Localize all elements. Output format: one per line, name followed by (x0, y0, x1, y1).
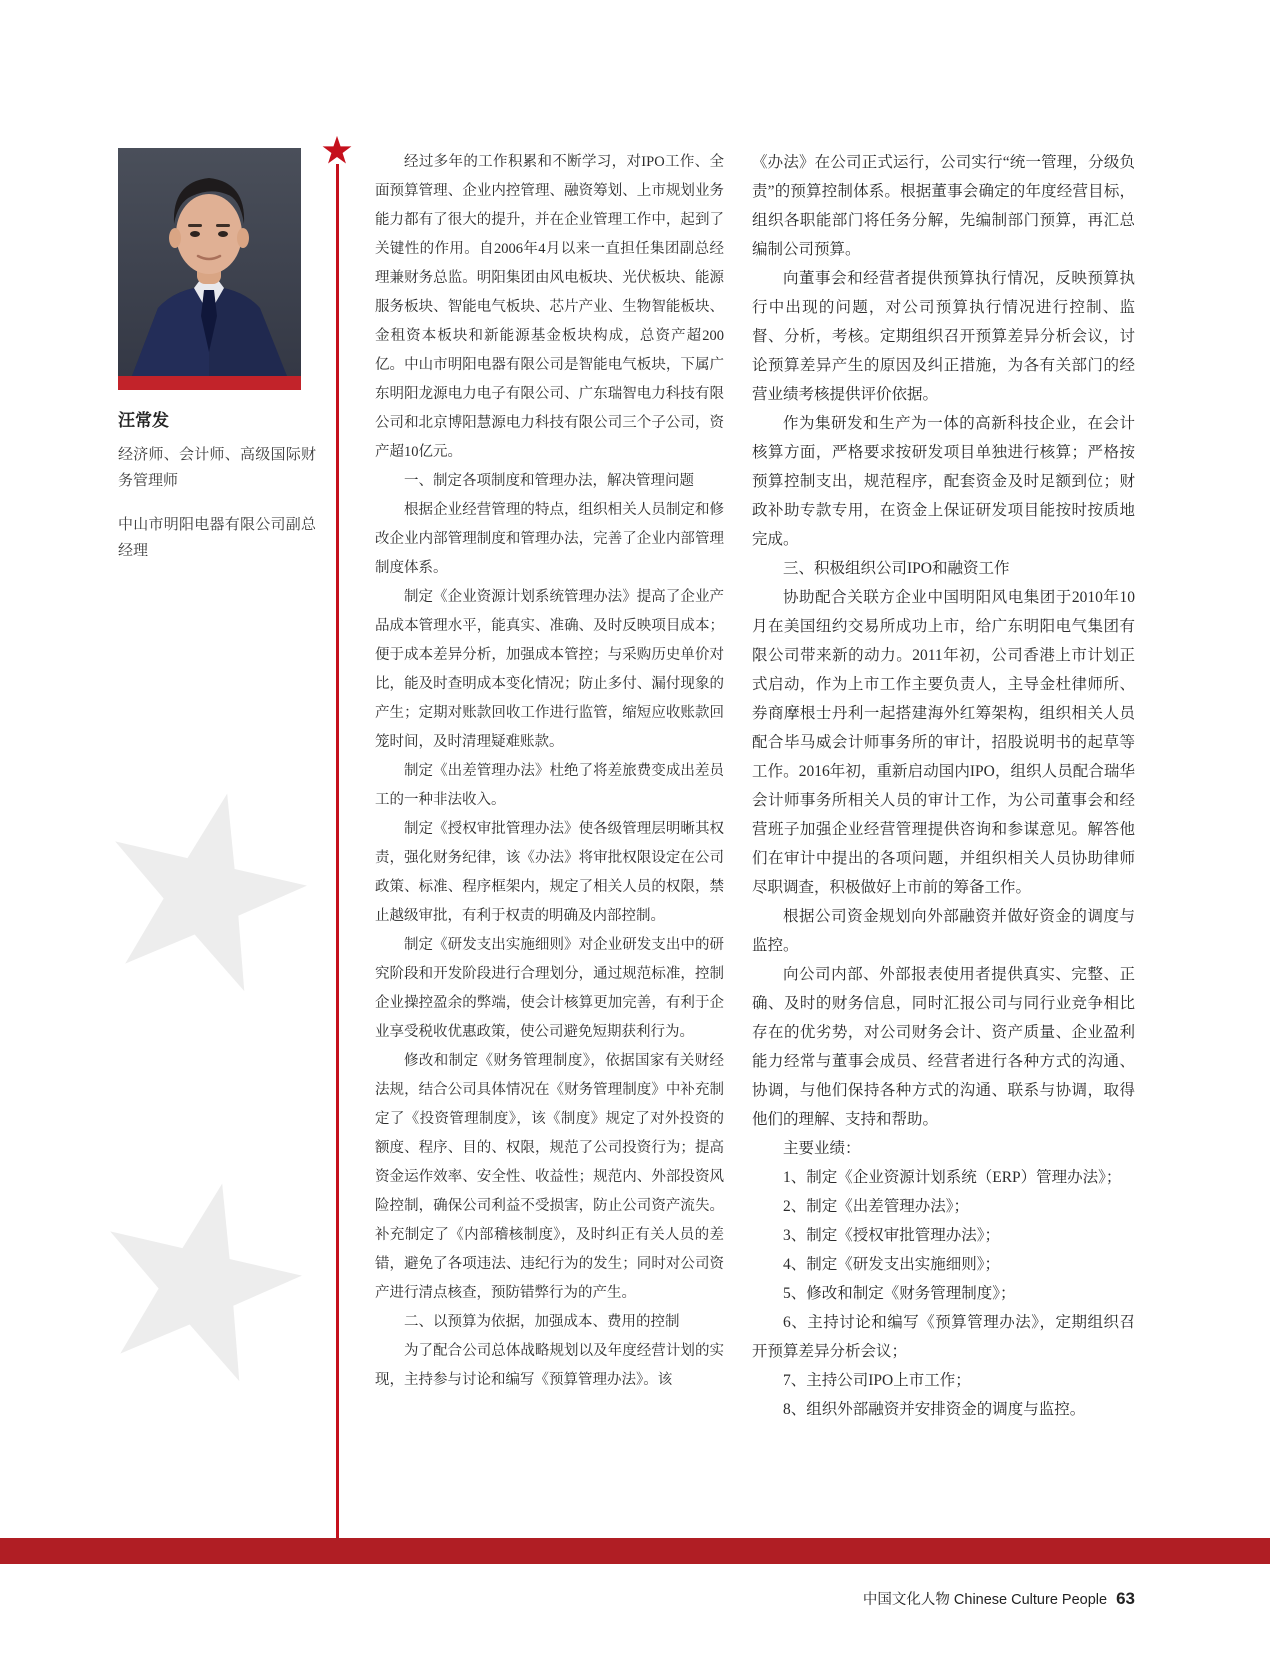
paragraph: 制定《企业资源计划系统管理办法》提高了企业产品成本管理水平，能真实、准确、及时反映项目成本；便于成本差异分析，加强成本管控；与采购历史单价对比，能及时查明成本变化情况；防止多付、漏付现象的产生；定期对账款回收工作进行监管，缩短应收账款回笼时间，及时清理疑难账款。 (375, 589, 724, 750)
achievement-item: 8、组织外部融资并安排资金的调度与监控。 (783, 1401, 1086, 1418)
paragraph: 协助配合关联方企业中国明阳风电集团于2010年10月在美国纽约交易所成功上市，给广东明阳电气集团有限公司带来新的动力。2011年初，公司香港上市计划正式启动，作为上市工作主要负责人，主导金杜律师所、券商摩根士丹利一起搭建海外红筹架构，组织相关人员配合毕马威会计师事务所的审计，招股说明书的起草等工作。2016年初，重新启动国内IPO，组织人员配合瑞华会计师事务所相关人员的审计工作，为公司董事会和经营班子加强企业经营管理提供咨询和参谋意见。解答他们在审计中提出的各项问题，并组织相关人员协助律师尽职调查，积极做好上市前的筹备工作。 (752, 589, 1135, 896)
section-heading: 二、以预算为依据，加强成本、费用的控制 (404, 1314, 680, 1330)
paragraph: 作为集研发和生产为一体的高新科技企业，在会计核算方面，严格要求按研发项目单独进行核算；严格按预算控制支出，规范程序，配套资金及时足额到位；财政补助专款专用，在资金上保证研发项目能按时按质地完成。 (752, 415, 1135, 548)
portrait-red-strip (118, 376, 301, 390)
paragraph: 《办法》在公司正式运行，公司实行“统一管理，分级负责”的预算控制体系。根据董事会确定的年度经营目标，组织各职能部门将任务分解，先编制部门预算，再汇总编制公司预算。 (752, 154, 1135, 258)
paragraph: 根据企业经营管理的特点，组织相关人员制定和修改企业内部管理制度和管理办法，完善了企业内部管理制度体系。 (375, 502, 724, 576)
achievement-item: 7、主持公司IPO上市工作； (783, 1372, 971, 1389)
person-title: 经济师、会计师、高级国际财务管理师 (118, 446, 316, 489)
paragraph: 向董事会和经营者提供预算执行情况，反映预算执行中出现的问题，对公司预算执行情况进行控制、监督、分析，考核。定期组织召开预算差异分析会议，讨论预算差异产生的原因及纠正措施，为各有关部门的经营业绩考核提供评价依据。 (752, 270, 1135, 403)
achievement-item: 5、修改和制定《财务管理制度》； (783, 1285, 1016, 1302)
portrait-block (118, 148, 301, 390)
bottom-red-bar (0, 1538, 1270, 1564)
paragraph: 主要业绩： (783, 1140, 861, 1157)
achievement-item: 3、制定《授权审批管理办法》； (783, 1227, 1001, 1244)
article-column-2 (752, 148, 1135, 1424)
achievement-item: 1、制定《企业资源计划系统（ERP）管理办法》； (783, 1169, 1122, 1186)
magazine-title: 中国文化人物 Chinese Culture People (862, 1592, 1108, 1608)
paragraph: 向公司内部、外部报表使用者提供真实、完整、正确、及时的财务信息，同时汇报公司与同行业竞争相比存在的优劣势，对公司财务会计、资产质量、企业盈利能力经常与董事会成员、经营者进行各种方式的沟通、协调，与他们保持各种方式的沟通、联系与协调，取得他们的理解、支持和帮助。 (752, 966, 1135, 1128)
watermark-star-icon (78, 1155, 324, 1401)
section-heading: 三、积极组织公司IPO和融资工作 (783, 560, 1010, 577)
person-position: 中山市明阳电器有限公司副总经理 (118, 516, 316, 559)
star-icon (322, 135, 352, 165)
achievement-item: 4、制定《研发支出实施细则》； (783, 1256, 1001, 1273)
page-number: 63 (1116, 1589, 1135, 1608)
paragraph: 经过多年的工作积累和不断学习，对IPO工作、全面预算管理、企业内控管理、融资筹划、上市规划业务能力都有了很大的提升，并在企业管理工作中，起到了关键性的作用。自2006年4月以来一直担任集团副总经理兼财务总监。明阳集团由风电板块、光伏板块、能源服务板块、智能电气板块、芯片产业、生物智能板块、金租资本板块和新能源基金板块构成，总资产超200亿。中山市明阳电器有限公司是智能电气板块，下属广东明阳龙源电力电子有限公司、广东瑞智电力科技有限公司和北京博阳慧源电力科技有限公司三个子公司，资产超10亿元。 (375, 154, 724, 460)
paragraph: 制定《出差管理办法》杜绝了将差旅费变成出差员工的一种非法收入。 (375, 763, 724, 808)
watermark-star-icon (83, 765, 329, 1011)
article-column-1 (375, 148, 724, 1424)
page-footer (863, 1588, 1135, 1609)
achievement-item: 6、主持讨论和编写《预算管理办法》，定期组织召开预算差异分析会议； (752, 1314, 1135, 1360)
paragraph: 修改和制定《财务管理制度》，依据国家有关财经法规，结合公司具体情况在《财务管理制度》中补充制定了《投资管理制度》，该《制度》规定了对外投资的额度、程序、目的、权限，规范了公司投资行为；提高资金运作效率、安全性、收益性；规范内、外部投资风险控制，确保公司利益不受损害，防止公司资产流失。补充制定了《内部稽核制度》，及时纠正有关人员的差错，避免了各项违法、违纪行为的发生；同时对公司资产进行清点核查，预防错弊行为的产生。 (375, 1053, 724, 1301)
section-heading: 一、制定各项制度和管理办法，解决管理问题 (404, 473, 694, 489)
paragraph: 制定《研发支出实施细则》对企业研发支出中的研究阶段和开发阶段进行合理划分，通过规范标准，控制企业操控盈余的弊端，使会计核算更加完善，有利于企业享受税收优惠政策，使公司避免短期获利行为。 (375, 937, 724, 1040)
paragraph: 为了配合公司总体战略规划以及年度经营计划的实现，主持参与讨论和编写《预算管理办法》。该 (375, 1343, 724, 1388)
article-body (375, 148, 1135, 1424)
achievement-item: 2、制定《出差管理办法》； (783, 1198, 970, 1215)
paragraph: 制定《授权审批管理办法》使各级管理层明晰其权责，强化财务纪律，该《办法》将审批权限设定在公司政策、标准、程序框架内，规定了相关人员的权限，禁止越级审批，有利于权责的明确及内部控制。 (375, 821, 724, 924)
vertical-rule (336, 164, 339, 1538)
person-name: 汪常发 (118, 411, 169, 430)
portrait-photo (118, 148, 301, 376)
paragraph: 根据公司资金规划向外部融资并做好资金的调度与监控。 (752, 908, 1135, 954)
